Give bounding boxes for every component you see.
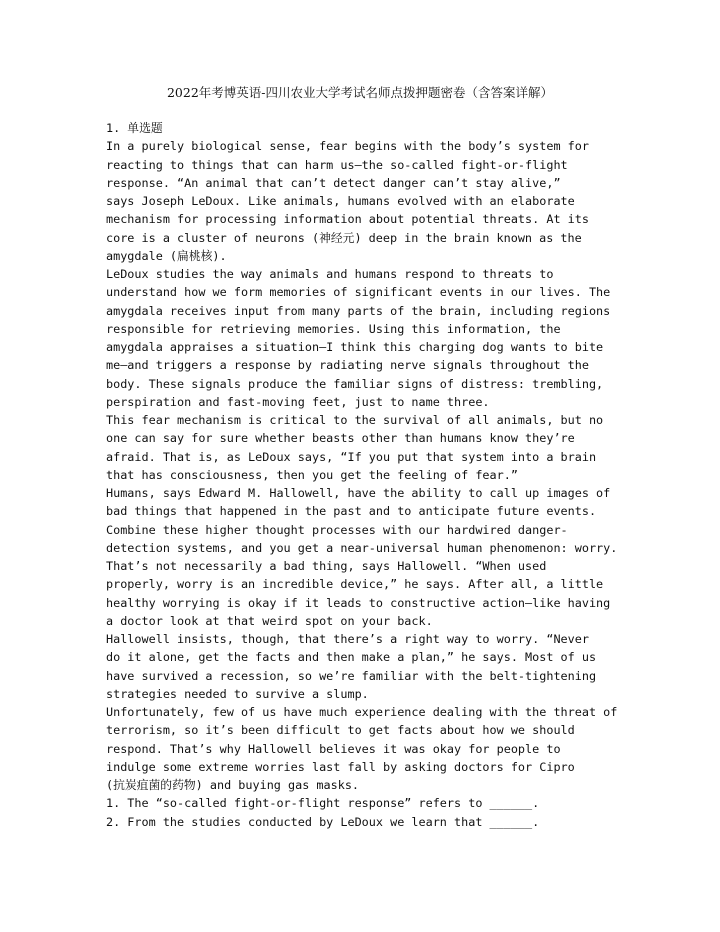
passage-line: have survived a recession, so we’re familiar with the belt-tightening [106, 668, 597, 683]
passage-line: Combine these higher thought processes with our hardwired danger- [106, 522, 568, 537]
passage-line: This fear mechanism is critical to the survival of all animals, but no [106, 413, 604, 427]
question-item: 2. From the studies conducted by LeDoux we learn that ______. [106, 814, 540, 829]
passage-line: mechanism for processing information about potential threats. At its [106, 212, 589, 227]
passage-line: In a purely biological sense, fear begins with the body’s system for [106, 139, 589, 154]
passage-line: a doctor look at that weird spot on your back. [106, 613, 433, 628]
passage-line: perspiration and fast-moving feet, just to name three. [106, 394, 490, 409]
passage-line: respond. That’s why Hallowell believes it was okay for people to [106, 741, 561, 756]
passage-line: responsible for retrieving memories. Using this information, the [106, 321, 561, 336]
passage-line: Humans, says Edward M. Hallowell, have the ability to call up images of [106, 486, 611, 500]
passage-line: response. “An animal that can’t detect danger can’t stay alive,” [106, 175, 561, 190]
passage-line: healthy worrying is okay if it leads to constructive action—like having [106, 595, 611, 610]
passage-line: bad things that happened in the past and to anticipate future events. [106, 504, 597, 519]
passage-line: me—and triggers a response by radiating nerve signals throughout the [106, 358, 589, 373]
passage-line: Unfortunately, few of us have much experience dealing with the threat of [106, 705, 618, 719]
passage-line: reacting to things that can harm us—the so-called fight-or-flight [106, 157, 568, 172]
document-title: 2022年考博英语-四川农业大学考试名师点拨押题密卷（含答案详解） [166, 85, 554, 100]
passage-line: core is a cluster of neurons (神经元) deep in the brain known as the [106, 230, 582, 245]
passage-line: one can say for sure whether beasts other than humans know they’re [106, 431, 575, 446]
passage-line: amygdale (扁桃核). [106, 248, 227, 263]
passage-line: (抗炭疽菌的药物) and buying gas masks. [106, 778, 360, 792]
passage-line: amygdala receives input from many parts of the brain, including regions [106, 303, 611, 318]
passage-line: do it alone, get the facts and then make a plan,” he says. Most of us [106, 650, 597, 665]
passage-line: Hallowell insists, though, that there’s a right way to worry. “Never [106, 632, 589, 646]
passage-line: properly, worry is an incredible device,” he says. After all, a little [106, 577, 604, 592]
document-body [106, 119, 626, 831]
passage-line: LeDoux studies the way animals and humans respond to threats to [106, 267, 554, 281]
question-item: 1. The “so-called fight-or-flight response” refers to ______. [106, 796, 540, 811]
section-heading: 1. 单选题 [106, 121, 163, 135]
passage-line: that has consciousness, then you get the feeling of fear.” [106, 467, 518, 482]
passage-line: indulge some extreme worries last fall by asking doctors for Cipro [106, 759, 575, 774]
passage-line: strategies needed to survive a slump. [106, 686, 369, 701]
passage-line: amygdala appraises a situation—I think this charging dog wants to bite [106, 340, 604, 354]
passage-line: terrorism, so it’s been difficult to get facts about how we should [106, 723, 575, 738]
passage-line: afraid. That is, as LeDoux says, “If you put that system into a brain [106, 449, 597, 464]
passage-line: That’s not necessarily a bad thing, says Hallowell. “When used [106, 559, 547, 573]
passage-line: understand how we form memories of significant events in our lives. The [106, 285, 611, 300]
passage-line: says Joseph LeDoux. Like animals, humans evolved with an elaborate [106, 194, 575, 208]
passage-line: detection systems, and you get a near-universal human phenomenon: worry. [106, 540, 618, 555]
passage-line: body. These signals produce the familiar signs of distress: trembling, [106, 376, 604, 391]
